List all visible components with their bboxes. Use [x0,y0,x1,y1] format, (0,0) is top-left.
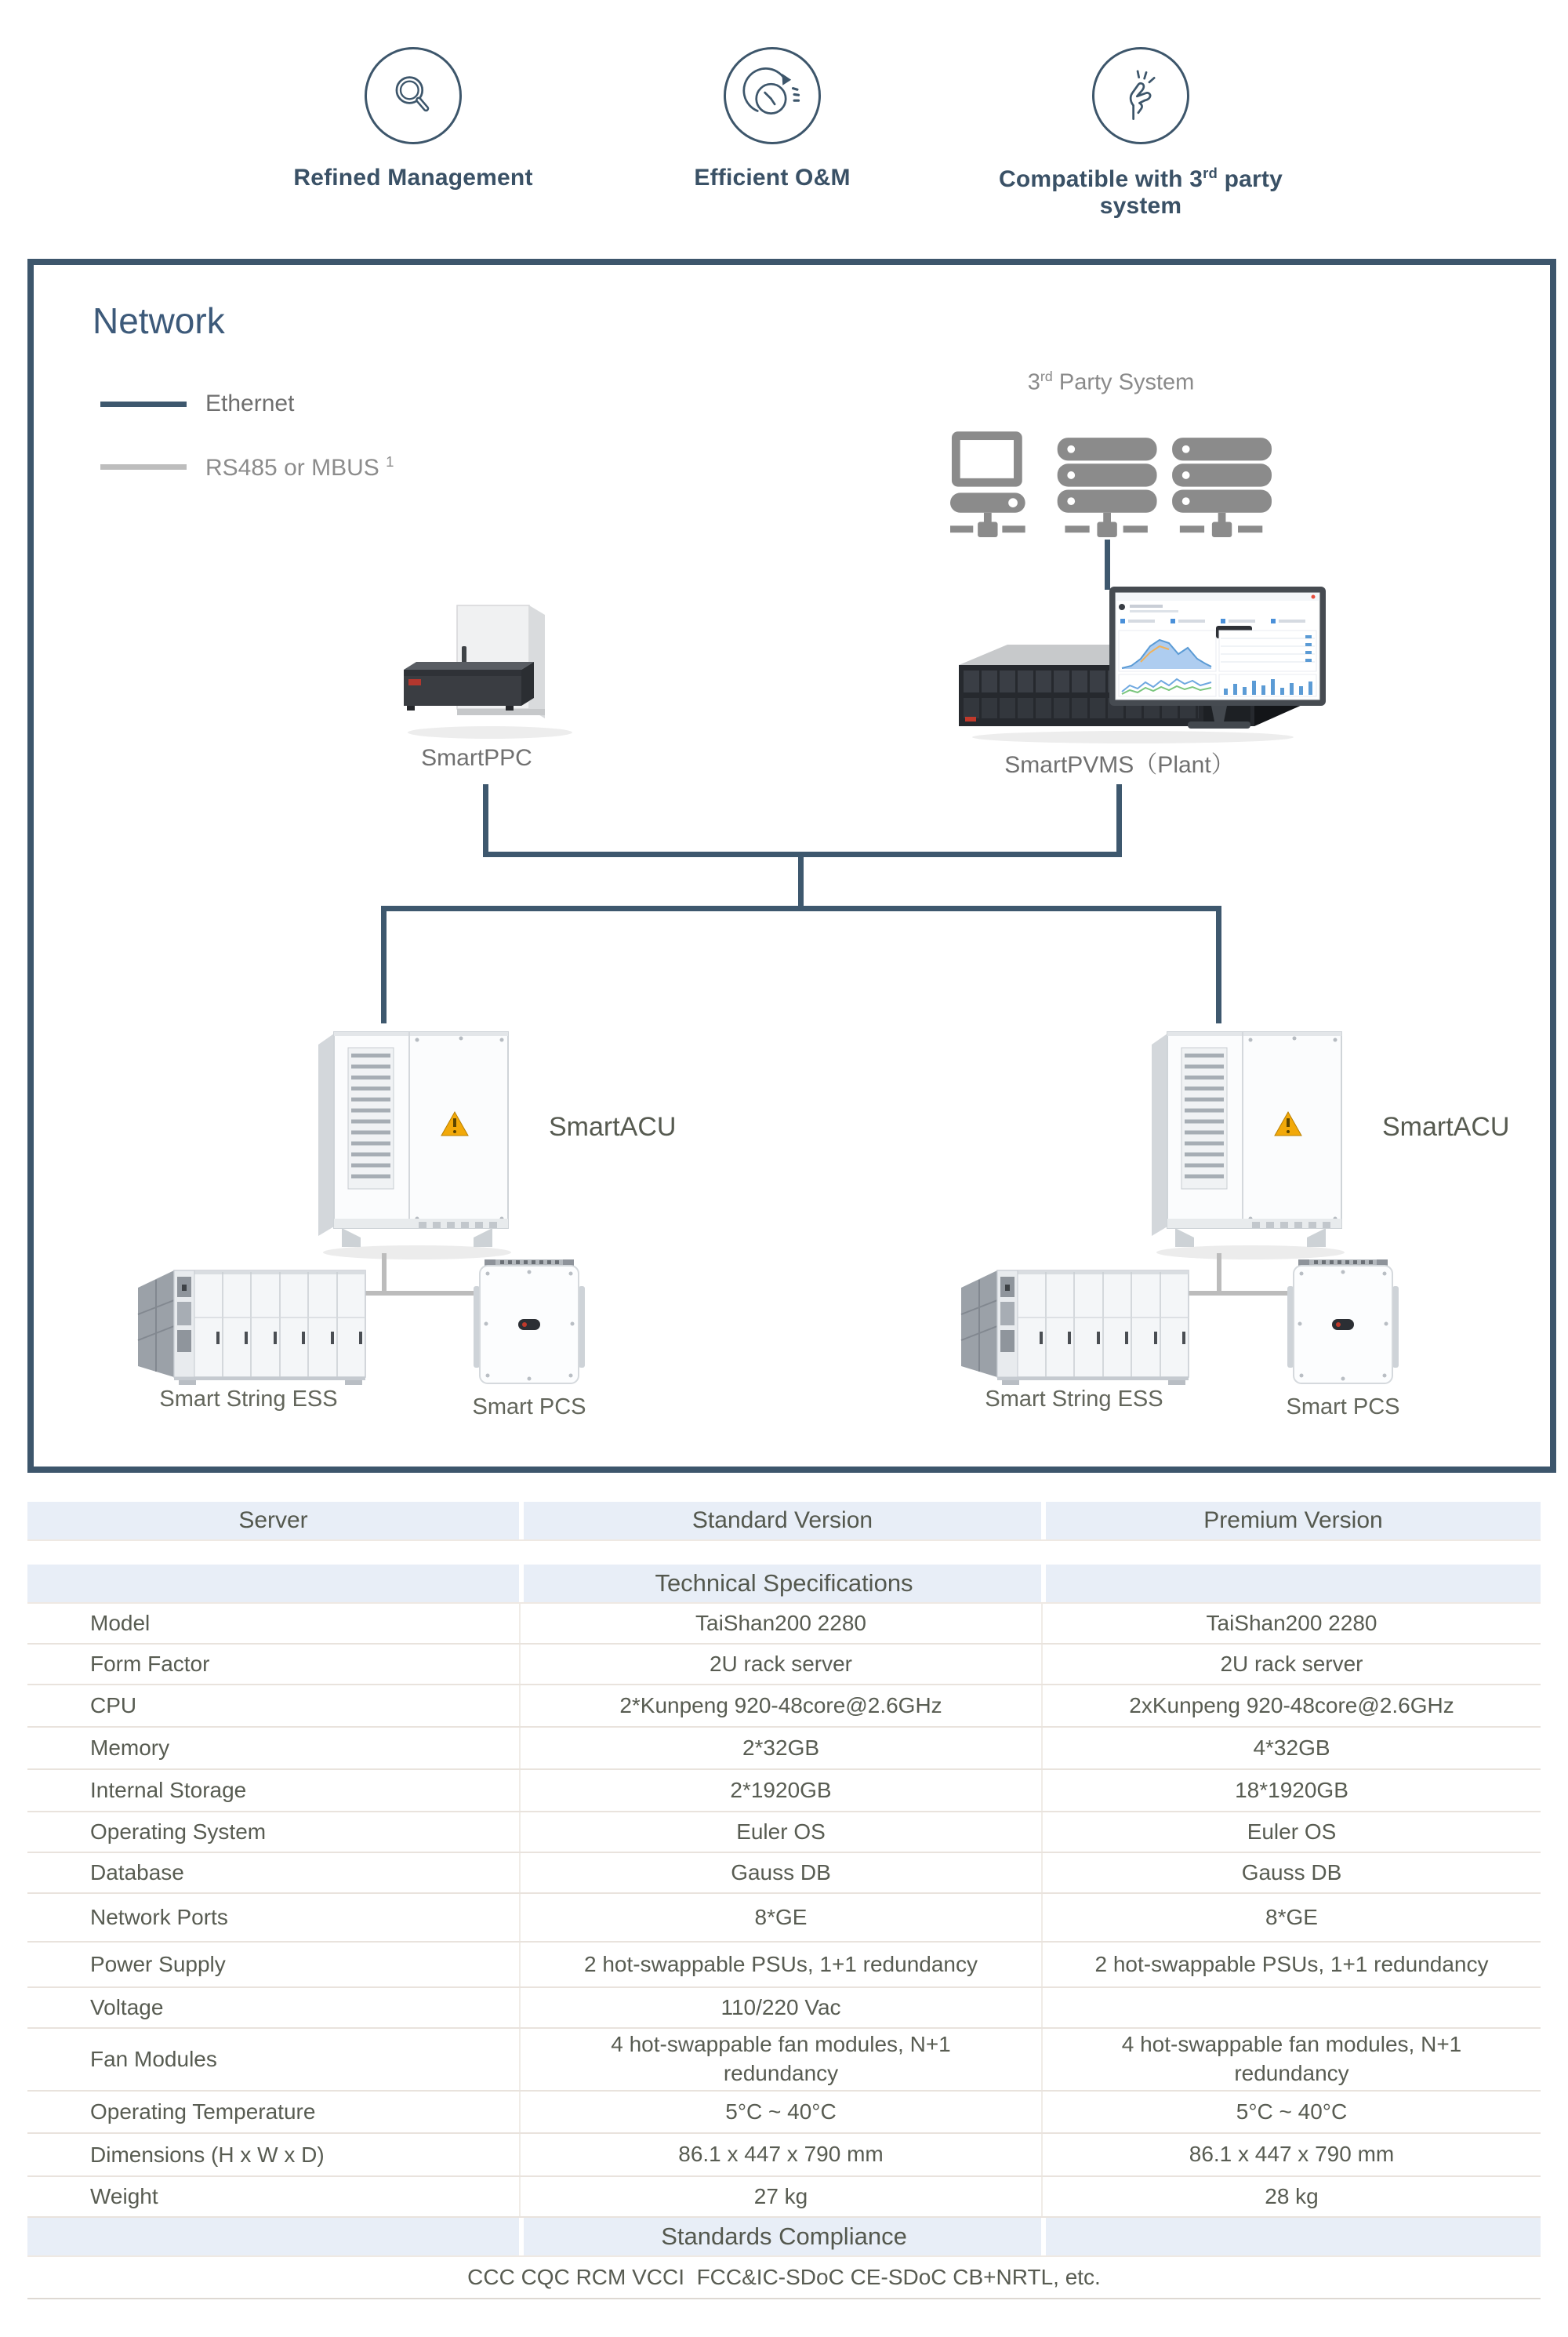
standards-compliance-title: Standards Compliance [661,2223,907,2250]
rs485-legend-label: RS485 or MBUS $^1$ [205,453,394,481]
row-value-premium: 28 kg [1041,2177,1541,2216]
table-row [27,1988,1541,2029]
row-value-premium: Euler OS [1041,1812,1541,1852]
ethernet-line [798,852,804,911]
smartacu-label: SmartACU [549,1112,677,1142]
smart-pcs-device [1284,1258,1402,1393]
smartpvms-label: SmartPVMS（Plant） [1004,752,1235,778]
technical-specifications-title: Technical Specifications [655,1569,913,1597]
table-row [27,2092,1541,2134]
row-value-premium: 4*32GB [1041,1728,1541,1768]
row-label: CPU [90,1693,137,1717]
server-spec-table [27,1502,1541,2299]
smartppc-device [396,598,592,743]
rs485-line [382,1253,387,1296]
row-value-premium: 2xKunpeng 920-48core@2.6GHz [1041,1685,1541,1726]
table-row [27,1853,1541,1894]
row-value-standard: 5°C ~ 40°C [519,2092,1041,2132]
ethernet-line [483,784,488,855]
feature-compatible-3rd-party [968,47,1313,220]
row-value-standard: 2*Kunpeng 920-48core@2.6GHz [519,1685,1041,1726]
table-header-row [27,1502,1541,1541]
feature-label: Refined Management [293,165,533,191]
smart-pcs-label: Smart PCS [1286,1394,1400,1419]
row-value-standard: 4 hot-swappable fan modules, N+1 redundancy [519,2029,1041,2090]
server-stack-icon [1172,438,1272,537]
row-value-standard: 2*32GB [519,1728,1041,1768]
spec-rows [27,1604,1541,2218]
row-label: Weight [90,2184,158,2208]
row-label: Fan Modules [90,2047,217,2071]
row-value-standard: 110/220 Vac [519,1988,1041,2027]
row-value-standard: Euler OS [519,1812,1041,1852]
row-value-standard: 86.1 x 447 x 790 mm [519,2134,1041,2175]
table-row [27,1728,1541,1770]
header-server: Server [27,1502,519,1539]
row-label: Internal Storage [90,1778,247,1802]
ethernet-line [381,906,387,1023]
table-row [27,2177,1541,2218]
ethernet-legend-line [100,402,187,407]
row-value-premium: 86.1 x 447 x 790 mm [1041,2134,1541,2175]
table-row [27,1685,1541,1728]
row-label: Power Supply [90,1952,226,1976]
row-label: Memory [90,1735,170,1760]
row-value-premium: 2 hot-swappable PSUs, 1+1 redundancy [1041,1943,1541,1986]
table-row [27,2134,1541,2177]
ethernet-line [1116,784,1122,855]
smartpvms-device [953,587,1337,747]
table-row [27,1812,1541,1853]
table-row [27,1894,1541,1943]
header-standard-version: Standard Version [524,1502,1041,1539]
row-value-standard: 8*GE [519,1894,1041,1941]
row-value-premium: Gauss DB [1041,1853,1541,1892]
row-value-standard: 2U rack server [519,1645,1041,1684]
row-value-standard: 2 hot-swappable PSUs, 1+1 redundancy [519,1943,1041,1986]
smartacu-device [1141,1013,1360,1264]
smartppc-label: SmartPPC [421,745,532,771]
smart-string-ess-label: Smart String ESS [985,1387,1163,1412]
smart-string-ess-label: Smart String ESS [159,1387,338,1412]
row-value-standard: TaiShan200 2280 [519,1604,1041,1643]
row-label: Operating Temperature [90,2099,316,2124]
feature-label: Efficient O&M [694,165,851,191]
row-value-premium: 4 hot-swappable fan modules, N+1 redundancy [1041,2029,1541,2090]
ethernet-line [1105,540,1110,590]
smart-string-ess-device [956,1261,1192,1387]
feature-refined-management [241,47,586,191]
rs485-line [1217,1253,1221,1296]
third-party-system-label: 3rd Party System [1027,369,1195,395]
ethernet-legend-label: Ethernet [205,391,295,416]
row-label: Voltage [90,1995,164,2019]
table-row [27,1645,1541,1685]
ethernet-line [1216,906,1221,1023]
row-label: Form Factor [90,1652,210,1676]
finger-snap-icon [1092,47,1189,144]
smartacu-label: SmartACU [1382,1112,1510,1142]
header-premium-version: Premium Version [1046,1502,1541,1539]
row-value-premium: 8*GE [1041,1894,1541,1941]
table-gap [27,1541,1541,1565]
smart-string-ess-device [133,1261,368,1387]
server-stack-icon [1058,438,1157,537]
row-value-premium [1041,1988,1541,2027]
smart-pcs-device [470,1258,588,1393]
table-row [27,2029,1541,2092]
smartacu-device [307,1013,527,1264]
table-row [27,1604,1541,1645]
clock-cycle-icon [724,47,821,144]
rs485-legend-line [100,464,187,470]
row-label: Network Ports [90,1905,228,1929]
network-title: Network [93,300,225,341]
row-label: Database [90,1860,184,1885]
feature-label: Compatible with 3rd party system [999,165,1283,219]
row-label: Model [90,1611,151,1635]
third-party-system-icon [950,430,1272,549]
row-value-premium: 2U rack server [1041,1645,1541,1684]
row-label: Dimensions (H x W x D) [90,2142,325,2167]
row-value-standard: Gauss DB [519,1853,1041,1892]
feature-efficient-om [600,47,945,191]
row-label: Operating System [90,1819,267,1844]
row-value-premium: 5°C ~ 40°C [1041,2092,1541,2132]
row-value-standard: 27 kg [519,2177,1041,2216]
table-section-header [27,2218,1541,2257]
smart-pcs-label: Smart PCS [472,1394,586,1419]
ethernet-line [381,906,1221,911]
table-section-header [27,1565,1541,1604]
table-row [27,1943,1541,1988]
row-value-standard: 2*1920GB [519,1770,1041,1811]
row-value-premium: TaiShan200 2280 [1041,1604,1541,1643]
magnifier-icon [365,47,462,144]
table-row [27,1770,1541,1812]
row-value-premium: 18*1920GB [1041,1770,1541,1811]
compliance-value: CCC CQC RCM VCCI FCC&IC-SDoC CE-SDoC CB+NRTL, etc. [27,2257,1541,2299]
